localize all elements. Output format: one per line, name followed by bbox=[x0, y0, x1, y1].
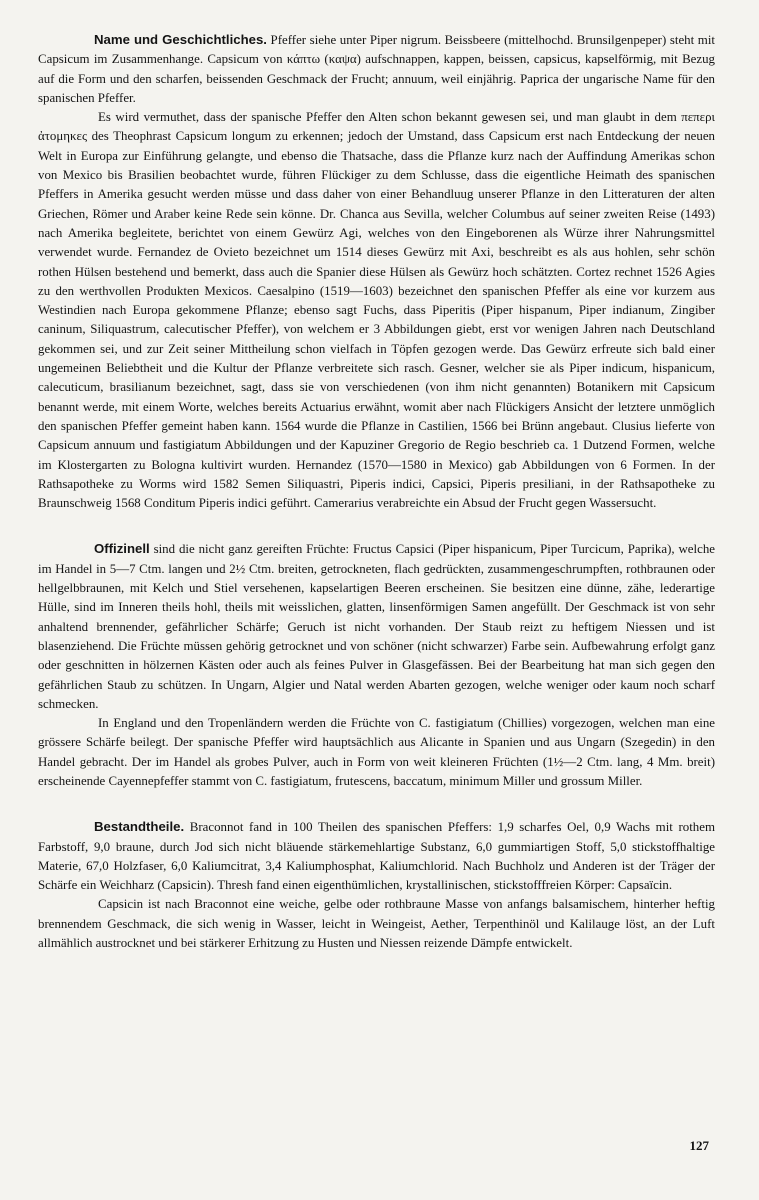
paragraph: Es wird vermuthet, dass der spanische Pfeffer den Alten schon bekannt gewesen sei, und man glaubt in dem πεπερι ἀτομηκες des Theophrast Capsicum longum zu erkennen; jedoch der Umstand, dass Capsicum erst nach Entdeckung der neuen Welt in Europa zur Einführung gelangte, und ebenso die Thatsache, dass die Pflanze kurz nach der Auffindung Amerikas schon von Mexico bis Brasilien beobachtet wurde, führen Flückiger zu dem Schlusse, dass die eigentliche Heimath des spanischen Pfeffers in Amerika gesucht werden müsse und dass daher von einer Behandluug unserer Pflanze in den Litteraturen der alten Griechen, Römer und Araber keine Rede sein könne. Dr. Chanca aus Sevilla, welcher Columbus auf seiner zweiten Reise (1493) nach Amerika begleitete, berichtet von einem Gewürz Agi, welches von den Eingeborenen als Würze ihrer Nahrungsmittel verwendet wurde. Fernandez de Ovieto bezeichnet um 1514 dieses Gewürz mit Axi, beschreibt es als aus hohlen, sehr schön rothen Hülsen bestehend und bemerkt, dass auch die Spanier diese Hülsen als Gewürz hoch schätzten. Cortez rechnet 1526 Agies zu den werthvollen Produkten Mexicos. Caesalpino (1519—1603) bezeichnet den spanischen Pfeffer als eine vor kurzem aus Westindien nach Europa gekommene Pflanze; ebenso sagt Fuchs, dass Piperitis (Piper hispanum, Piper indianum, Zingiber caninum, Siliquastrum, calecutischer Pfeffer), von welchem er 3 Abbildungen giebt, erst vor wenigen Jahren nach Deutschland gekommen sei, und zur Zeit seiner Mittheilung schon vielfach in Töpfen gezogen werde. Das Gewürz erfreute sich bald einer ungemeinen Beliebtheit und die Kultur der Pflanze verbreitete sich rasch. Gesner, welcher sie als Piper indicum, hispanicum, calecuticum, brasilianum bezeichnet, sagt, dass sie von verschiedenen (von ihm nicht genannten) Botanikern mit Capsicum benannt werde, mit einem Worte, welches bereits Actuarius erwähnt, womit aber nach Flückigers Ansicht der letztere unmöglich den spanischen Pfeffer gemeint haben kann. 1564 wurde die Pflanze in Castilien, 1566 bei Brünn angebaut. Clusius lieferte von Capsicum annuum und fastigiatum Abbildungen und der Kapuziner Gregorio de Regio beschrieb ca. 1 Dutzend Formen, welche im Klostergarten zu Bologna kultivirt wurden. Hernandez (1570—1580 in Mexico) gab Abbildungen von 6 Formen. In der Rathsapotheke zu Worms wird 1582 Semen Siliquastri, Piperis indici, Capsici, Piperis presiliani, in der Rathsapotheke zu Braunschweig 1568 Conditum Piperis indici geführt. Camerarius verabreichte ein Absud der Frucht gegen Wassersucht. bbox=[38, 110, 715, 511]
section-heading: Bestandtheile. bbox=[94, 819, 185, 835]
section-bestandtheile bbox=[38, 817, 715, 953]
paragraph-text: sind die nicht ganz gereiften Früchte: Fructus Capsici (Piper hispanicum, Piper Turcicum, Paprika), welche im Handel in 5—7 Ctm. langen und 2½ Ctm. breiten, getrockneten, flach gedrückten, zusammengeschrumpften, rothbraunen oder hellgelbbraunen, mit Kelch und Stiel versehenen, kapselartigen Beeren erscheinen. Sie besitzen eine dünne, zähe, lederartige Hülle, sind im Inneren theils hohl, theils mit weisslichen, glatten, linsenförmigen Samen angefüllt. Der Geschmack ist von sehr anhaltend brennender, gefährlicher Schärfe; Geruch ist nicht vorhanden. Der Staub reizt zu heftigem Niessen und ist blasenziehend. Die Früchte müssen gehörig getrocknet und von schöner (nicht schwarzer) Farbe sein. Aufbewahrung erfolgt ganz oder geschnitten in hölzernen Kästen oder auch als feines Pulver in Glasgefässen. Bei der Bearbeitung hat man sich gegen den gefährlichen Staub zu schützen. In Ungarn, Algier und Natal werden Abarten gezogen, welche weniger oder kaum noch scharf schmecken. bbox=[38, 542, 715, 711]
paragraph bbox=[38, 30, 715, 108]
page-number: 127 bbox=[689, 1138, 709, 1153]
section-offizinell bbox=[38, 539, 715, 791]
section-heading: Offizinell bbox=[94, 541, 150, 557]
paragraph bbox=[38, 817, 715, 895]
paragraph-text: Braconnot fand in 100 Theilen des spanischen Pfeffers: 1,9 scharfes Oel, 0,9 Wachs mit rothem Farbstoff, 9,0 braune, durch Jod sich nicht bläuende stärkemehlartige Substanz, 6,0 gummiartigen Stoff, 5,0 stickstoffhaltige Materie, 67,0 Holzfaser, 6,0 Kaliumcitrat, 3,4 Kaliumphosphat, Kaliumchlorid. Nach Buchholz und Anderen ist der Träger der Schärfe ein Weichharz (Capsicin). Thresh fand einen eigenthümlichen, krystallinischen, stickstofffreien Körper: Capsaïcin. bbox=[38, 820, 715, 893]
section-heading: Name und Geschichtliches. bbox=[94, 32, 267, 47]
paragraph: Capsicin ist nach Braconnot eine weiche, gelbe oder rothbraune Masse von anfangs balsamischem, hinterher heftig brennendem Geschmack, die sich wenig in Wasser, leicht in Weingeist, Aether, Terpenthinöl und Kalilauge löst, an der Luft allmählich austrocknet und bei stärkerer Erhitzung zu Husten und Niessen reizende Dämpfe entwickelt. bbox=[38, 897, 715, 951]
paragraph bbox=[38, 539, 715, 714]
section-name-und-geschichtliches bbox=[38, 30, 715, 513]
paragraph-text: Pfeffer siehe unter Piper nigrum. Beissbeere (mittelhochd. Brunsilgenpeper) steht mit Capsicum im Zusammenhange. Capsicum von κάπτω (καψα) aufschnappen, kappen, beissen, capsicus, kapselförmig, mit Bezug auf die Form und den scharfen, beissenden Geschmack der Frucht; annuum, weil einjährig. Paprica der ungarische Name für den spanischen Pfeffer. bbox=[38, 33, 715, 105]
paragraph: In England und den Tropenländern werden die Früchte von C. fastigiatum (Chillies) vorgezogen, welchen man eine grössere Schärfe beilegt. Der spanische Pfeffer wird hauptsächlich aus Alicante in Spanien und aus Ungarn (Szegedin) in den Handel gebracht. Der im Handel als grobes Pulver, auch in Form von weit kleineren Früchten (1½—2 Ctm. lang, 4 Mm. breit) erscheinende Cayennepfeffer stammt von C. fastigiatum, frutescens, baccatum, minimum Miller und grossum Miller. bbox=[38, 716, 715, 788]
